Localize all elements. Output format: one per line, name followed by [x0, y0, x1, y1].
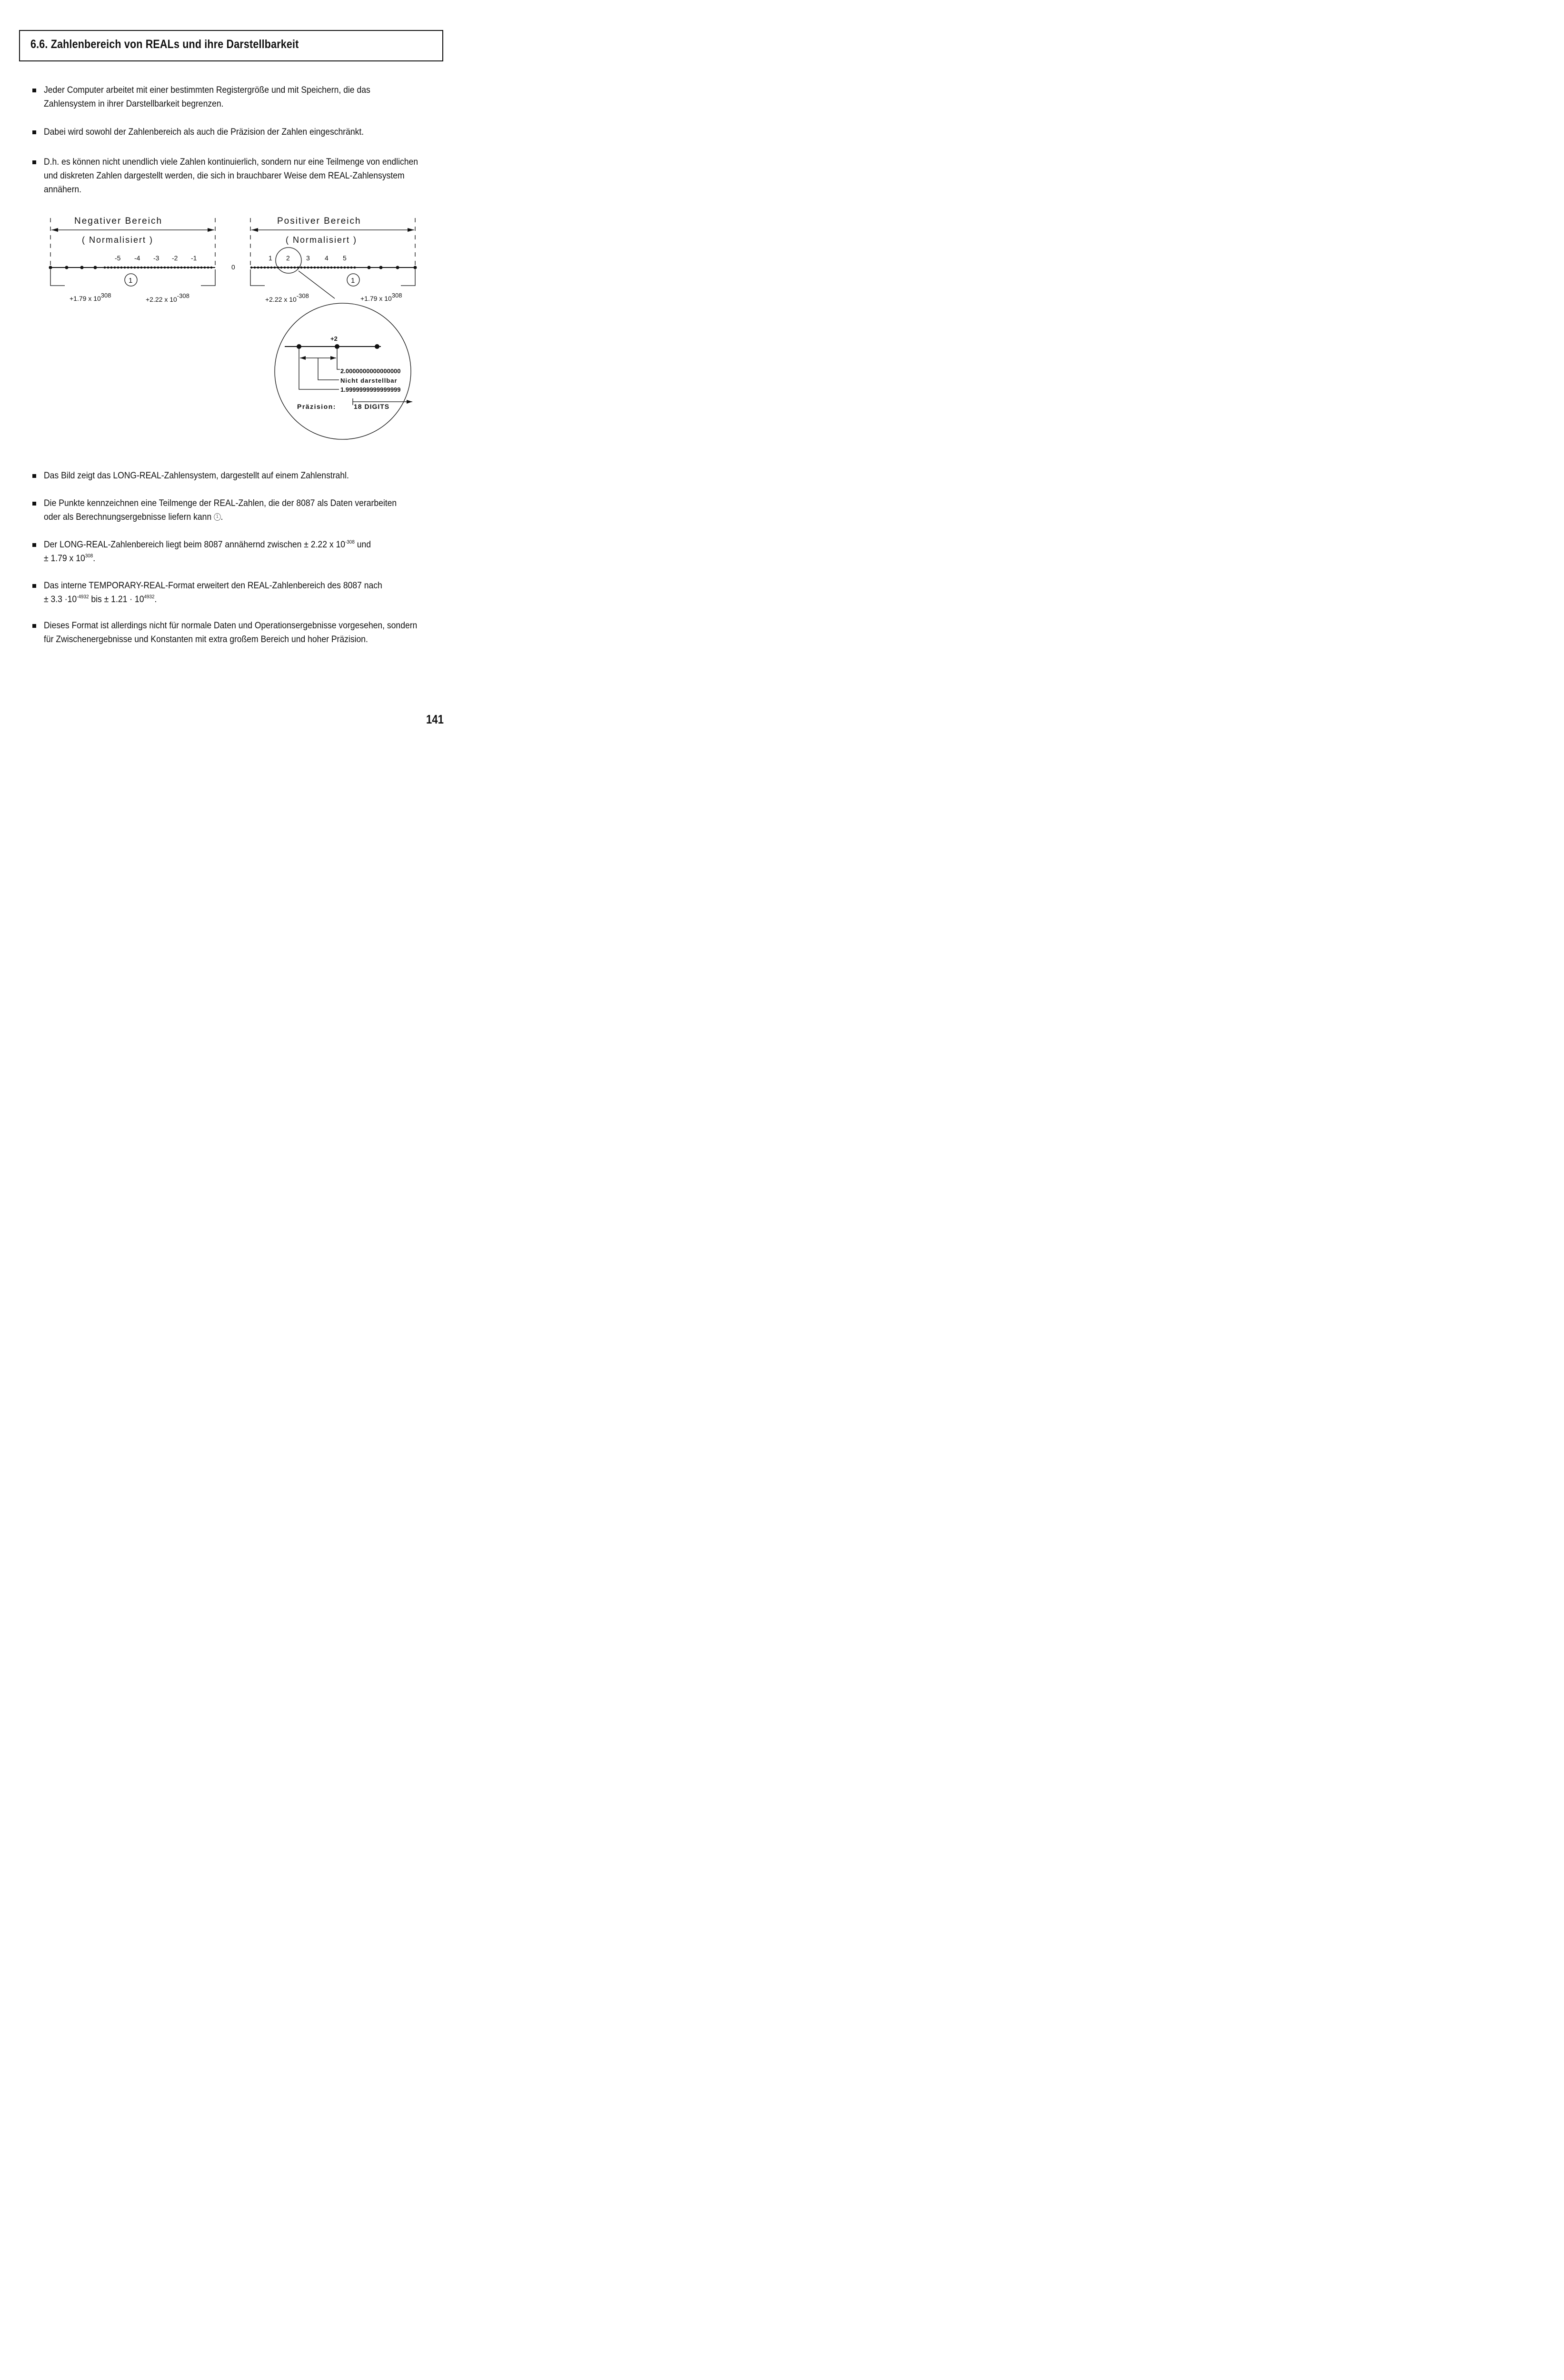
bullet-line: Die Punkte kennzeichnen eine Teilmenge der REAL-Zahlen, die der 8087 als Daten verarbeiten: [44, 498, 397, 508]
tick-label-neg: -5: [115, 254, 121, 262]
number-line-dot: [147, 267, 149, 269]
number-line-dot: [396, 266, 399, 269]
number-line-dot: [330, 267, 333, 269]
zoom-point: [297, 344, 301, 349]
number-line-dot: [204, 267, 206, 269]
bullet-text: Der LONG-REAL-Zahlenbereich liegt beim 8087 annähernd zwischen ± 2.22 x $10^{-308}$ und ± 1.79 x $10^{308}$.: [44, 539, 371, 564]
number-line-dot: [150, 267, 153, 269]
number-line-dot: [137, 267, 139, 269]
number-line-dot: [167, 267, 169, 269]
zoom-bracket-mid: [318, 358, 339, 380]
neg-outer-limit: +1.79 x 10308: [70, 292, 111, 302]
tick-label-pos: 4: [325, 254, 329, 262]
number-line-dot: [194, 267, 196, 269]
bullet-text: Die Punkte kennzeichnen eine Teilmenge der REAL-Zahlen, die der 8087 als Daten verarbeiten oder als Berechnungsergebnisse liefern kann 1 .: [44, 498, 397, 522]
number-line-dot: [80, 266, 84, 269]
pos-right-bracket: [401, 270, 415, 286]
page-number: 141: [426, 712, 444, 726]
number-line-dot: [127, 267, 130, 269]
number-line-dot: [190, 267, 193, 269]
neg-left-bracket: [50, 270, 65, 286]
negative-range-label: Negativer Bereich: [74, 216, 163, 226]
number-line-dot: [284, 267, 286, 269]
bullet-marker: [32, 584, 36, 588]
number-line-dot: [65, 266, 69, 269]
pos-outer-limit: +1.79 x 10308: [360, 292, 402, 302]
number-line-dot: [290, 267, 293, 269]
number-line-dot: [337, 267, 339, 269]
number-line-dot: [117, 267, 120, 269]
marker-label: 1: [351, 277, 355, 285]
number-line-dot: [134, 267, 136, 269]
marker-label: 1: [129, 277, 133, 285]
tick-label-pos: 3: [306, 254, 310, 262]
number-line-dot: [344, 267, 346, 269]
number-line-dot: [294, 267, 296, 269]
number-line-dot: [324, 267, 326, 269]
precision-value: 18 DIGITS: [354, 403, 390, 410]
tick-label-neg: -4: [134, 254, 140, 262]
neg-inner-limit: +2.22 x 10-308: [146, 292, 189, 303]
positive-range-label: Positiver Bereich: [277, 216, 361, 226]
zoom-upper-value: 2.0000000000000000: [340, 367, 401, 375]
number-line-dot: [264, 267, 266, 269]
bullet-text: D.h. es können nicht unendlich viele Zahlen kontinuierlich, sondern nur eine Teilmenge von endlichen und diskreten Zahlen dargestellt werden, die sich in brauchbarer Weise dem REAL-Zahlensystem annähern.: [44, 157, 418, 195]
number-line-dot: [124, 267, 126, 269]
number-line-dot: [307, 267, 309, 269]
number-line-dot: [334, 267, 336, 269]
number-line-dot: [184, 267, 186, 269]
bullet-marker: [32, 474, 36, 478]
bullet-marker: [32, 543, 36, 547]
number-line-dot: [94, 266, 97, 269]
number-line-dot: [110, 267, 113, 269]
neg-normalized-label: ( Normalisiert ): [82, 235, 154, 245]
zoom-bracket-upper: [337, 347, 340, 369]
number-line-dot: [347, 267, 349, 269]
zero-label: 0: [231, 263, 235, 271]
bullet-item: [32, 469, 428, 483]
number-line-dot: [297, 267, 299, 269]
number-line-dot: [350, 267, 353, 269]
pos-left-bracket: [250, 270, 265, 286]
number-line-dot: [187, 267, 189, 269]
tick-label-pos: 1: [269, 254, 272, 262]
pos-inner-limit: +2.22 x 10-308: [265, 292, 309, 303]
bullet-text: Dieses Format ist allerdings nicht für normale Daten und Operationsergebnisse vorgesehen, sondern für Zwischenergebnisse und Konstanten mit extra großem Bereich und hoher Präzision.: [44, 620, 418, 645]
number-line-dot: [210, 267, 213, 269]
bullet-line: oder als Berechnungsergebnisse liefern kann: [44, 512, 212, 522]
number-line-dot: [174, 267, 176, 269]
bullet-item: [32, 538, 428, 565]
zoom-point: [335, 344, 339, 349]
number-line-dot: [287, 267, 289, 269]
bullet-marker: [32, 624, 36, 628]
number-line-dot: [327, 267, 329, 269]
number-line-dot: [267, 267, 269, 269]
number-line-dot: [49, 266, 52, 269]
number-line-dot: [207, 267, 209, 269]
number-line-dot: [277, 267, 279, 269]
number-line-dot: [257, 267, 259, 269]
number-line-dot: [354, 267, 356, 269]
bullet-item: [32, 619, 428, 646]
number-line-dot: [320, 267, 323, 269]
number-line-dot: [154, 267, 156, 269]
number-line-dot: [180, 267, 183, 269]
section-title: 6.6. Zahlenbereich von REALs und ihre Darstellbarkeit: [30, 38, 299, 51]
number-line-dot: [314, 267, 316, 269]
zoom-point-label: +2: [330, 335, 338, 342]
number-line-dot: [160, 267, 163, 269]
number-line-dot: [250, 267, 253, 269]
number-line-dot: [140, 267, 143, 269]
number-line-dot: [157, 267, 159, 269]
bullet-marker: [32, 502, 36, 506]
number-line-dot: [200, 267, 203, 269]
number-line-dot: [104, 267, 106, 269]
precision-label: Präzision:: [297, 403, 336, 410]
number-line-dot: [254, 267, 256, 269]
number-line-dot: [120, 267, 123, 269]
number-line-dot: [340, 267, 343, 269]
number-line-dot: [260, 267, 263, 269]
neg-right-bracket: [201, 270, 215, 286]
zoom-not-representable: Nicht darstellbar: [340, 377, 398, 384]
number-line-dot: [379, 266, 383, 269]
number-line-dot: [177, 267, 179, 269]
bullet-text: Das Bild zeigt das LONG-REAL-Zahlensystem, dargestellt auf einem Zahlenstrahl.: [44, 470, 349, 481]
number-line-dot: [144, 267, 146, 269]
number-line-dot: [304, 267, 306, 269]
pos-normalized-label: ( Normalisiert ): [286, 235, 358, 245]
number-line-dot: [270, 267, 273, 269]
tick-label-pos: 5: [343, 254, 347, 262]
zoom-point: [375, 344, 379, 349]
zoom-bracket-lower: [299, 347, 339, 389]
number-line-dot: [280, 267, 283, 269]
number-line-dot: [317, 267, 319, 269]
bullet-text: Das interne TEMPORARY-REAL-Format erweitert den REAL-Zahlenbereich des 8087 nach ± $3.3 \cdot 10^{-4932}$ bis ± $1.21 \cdot 10^{4932}$.: [44, 580, 382, 605]
number-line-dot: [274, 267, 276, 269]
bullet-item: [32, 496, 428, 524]
number-line-dot: [414, 266, 417, 269]
zoom-lower-value: 1.9999999999999999: [340, 386, 401, 393]
tick-label-pos: 2: [286, 254, 290, 262]
number-line-dot: [197, 267, 199, 269]
number-line-dot: [170, 267, 173, 269]
tick-label-neg: -3: [153, 254, 159, 262]
number-line-dot: [300, 267, 303, 269]
bullet-text: Dabei wird sowohl der Zahlenbereich als auch die Präzision der Zahlen eingeschränkt.: [44, 127, 364, 137]
bullet-text: Jeder Computer arbeitet mit einer bestimmten Registergröße und mit Speichern, die das Zahlensystem in ihrer Darstellbarkeit begrenzen.: [44, 85, 370, 109]
ref-marker: 1: [214, 513, 220, 521]
number-line-dot: [130, 267, 133, 269]
number-line-dot: [368, 266, 371, 269]
number-line-dot: [164, 267, 166, 269]
bullet-item: [32, 579, 428, 606]
number-line-dot: [310, 267, 313, 269]
number-line-dot: [107, 267, 110, 269]
number-line-dot: [114, 267, 116, 269]
tick-label-neg: -1: [191, 254, 197, 262]
tick-label-neg: -2: [172, 254, 178, 262]
